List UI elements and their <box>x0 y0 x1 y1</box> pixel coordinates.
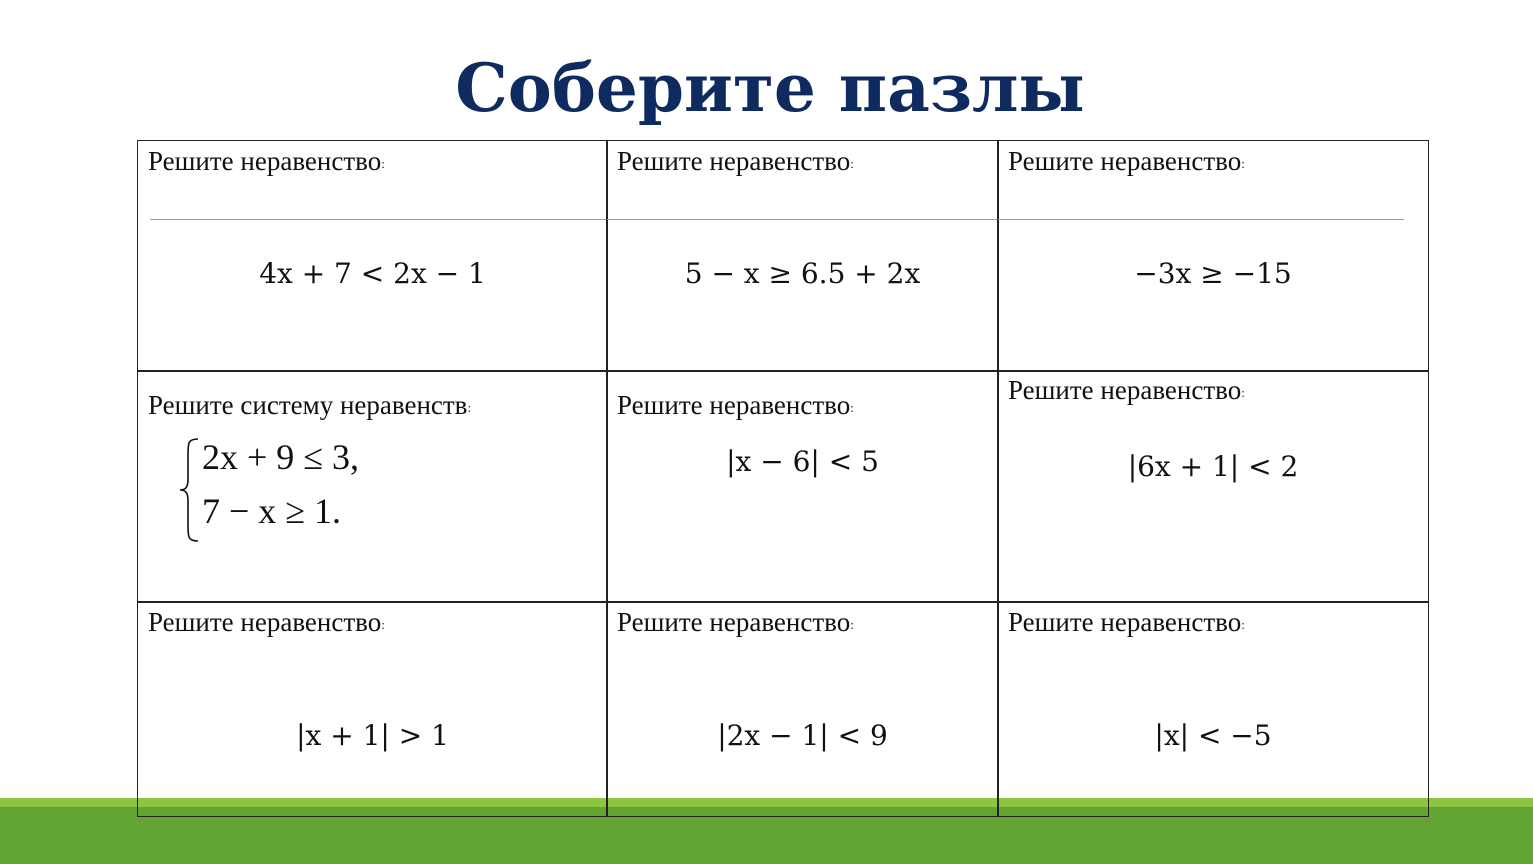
task-label: Решите неравенство: <box>617 607 854 637</box>
inequality-expression: |x| < −5 <box>1154 719 1272 752</box>
task-label: Решите неравенство: <box>617 146 854 176</box>
puzzle-cell-8 <box>606 601 999 817</box>
inequality-expression: |2x − 1| < 9 <box>717 719 888 752</box>
task-label: Решите неравенство: <box>148 146 385 176</box>
puzzle-cell-3 <box>997 140 1429 372</box>
divider-line <box>998 219 1404 220</box>
inequality-system <box>178 435 398 545</box>
divider-line <box>150 219 608 220</box>
puzzle-cell-7 <box>137 601 608 817</box>
puzzle-cell-6 <box>997 370 1429 603</box>
task-label: Решите неравенство: <box>1008 375 1245 405</box>
system-line-2: 7 − x ≥ 1. <box>202 491 342 531</box>
task-label: Решите неравенство: <box>1008 607 1245 637</box>
puzzle-cell-5 <box>606 370 999 603</box>
puzzle-cell-1 <box>137 140 608 372</box>
task-label: Решите неравенство: <box>148 607 385 637</box>
task-label: Решите систему неравенств: <box>148 390 472 420</box>
inequality-expression: 4x + 7 < 2x − 1 <box>259 257 486 290</box>
inequality-expression: −3x ≥ −15 <box>1134 257 1292 290</box>
curly-brace-icon <box>178 435 200 545</box>
task-label: Решите неравенство: <box>1008 146 1245 176</box>
system-line-1: 2x + 9 ≤ 3, <box>202 437 360 477</box>
inequality-expression: |x − 6| < 5 <box>726 445 879 478</box>
inequality-expression: |6x + 1| < 2 <box>1127 450 1299 483</box>
inequality-expression: |x + 1| > 1 <box>296 719 449 752</box>
slide-title: Соберите пазлы <box>455 49 1085 127</box>
puzzle-table <box>137 140 1429 817</box>
task-label: Решите неравенство: <box>617 390 854 420</box>
puzzle-cell-4 <box>137 370 608 603</box>
puzzle-cell-9 <box>997 601 1429 817</box>
inequality-expression: 5 − x ≥ 6.5 + 2x <box>684 257 921 290</box>
divider-line <box>607 219 1000 220</box>
puzzle-cell-2 <box>606 140 999 372</box>
